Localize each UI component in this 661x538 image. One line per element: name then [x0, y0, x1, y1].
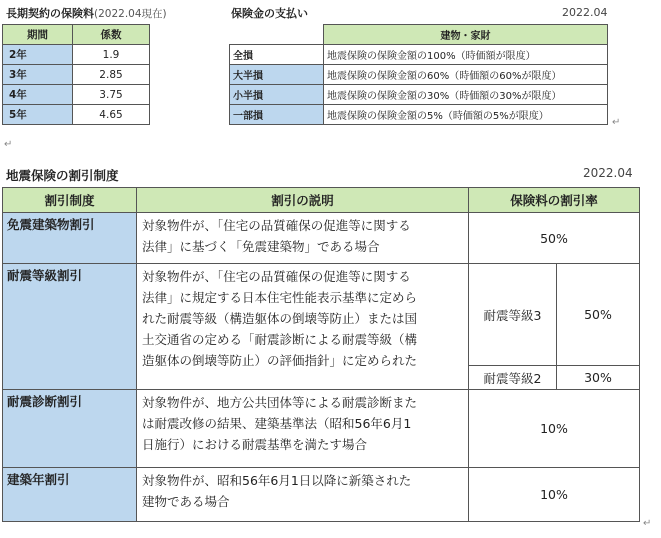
grade-name: 耐震等級2: [469, 366, 557, 390]
premium-header-period: 期間: [3, 25, 73, 45]
payout-header-blank: [230, 25, 324, 45]
discount-rate: 10%: [469, 468, 640, 522]
premium-factor: 1.9: [73, 45, 150, 65]
discount-desc-line: れた耐震等級（構造躯体の倒壊等防止）または国: [142, 311, 418, 326]
discount-desc-line: 日施行）における耐震基準を満たす場合: [142, 437, 368, 452]
premium-title: [6, 5, 167, 21]
premium-period: 5年: [3, 105, 73, 125]
table-row: [230, 85, 608, 105]
table-row: [3, 468, 640, 522]
premium-header-factor: 係数: [73, 25, 150, 45]
grade-rate: 30%: [557, 366, 640, 390]
premium-factor: 4.65: [73, 105, 150, 125]
premium-period: 4年: [3, 85, 73, 105]
return-mark: ↵: [643, 518, 652, 529]
payout-date: 2022.04: [562, 6, 608, 19]
discount-header-row: [3, 188, 640, 213]
discount-label: 耐震診断割引: [3, 390, 137, 468]
premium-factor: 3.75: [73, 85, 150, 105]
payout-title: 保険金の支払い: [231, 7, 308, 20]
discount-desc: [137, 390, 469, 468]
discount-label: 建築年割引: [3, 468, 137, 522]
premium-header-row: [3, 25, 150, 45]
payout-header: 建物・家財: [324, 25, 608, 45]
payout-desc: 地震保険の保険金額の5%（時価額の5%が限度）: [324, 105, 608, 125]
premium-note: (2022.04現在): [94, 8, 167, 20]
discount-desc-line: 対象物件が、昭和56年6月1日以降に新築された: [142, 473, 412, 488]
premium-period: 2年: [3, 45, 73, 65]
premium-factor: 2.85: [73, 65, 150, 85]
return-mark: ↵: [4, 139, 13, 150]
discount-desc-line: 法律」に規定する日本住宅性能表示基準に定めら: [142, 290, 418, 305]
payout-label: 全損: [230, 45, 324, 65]
payout-label: 大半損: [230, 65, 324, 85]
discount-desc-line: は耐震改修の結果、建築基準法（昭和56年6月1: [142, 416, 412, 431]
table-row: [3, 85, 150, 105]
discount-title: 地震保険の割引制度: [6, 168, 119, 183]
payout-table: [229, 24, 608, 125]
discount-header-system: 割引制度: [3, 188, 137, 213]
discount-desc-line: 土交通省の定める「耐震診断による耐震等級（構: [142, 332, 418, 347]
discount-desc: [137, 213, 469, 264]
premium-table: [2, 24, 150, 125]
table-row: [3, 213, 640, 264]
discount-desc-line: 対象物件が、「住宅の品質確保の促進等に関する: [142, 218, 411, 233]
discount-desc-line: 対象物件が、「住宅の品質確保の促進等に関する: [142, 269, 411, 284]
premium-title-text: 長期契約の保険料: [6, 7, 94, 20]
payout-desc: 地震保険の保険金額の60%（時価額の60%が限度）: [324, 65, 608, 85]
discount-desc-line: 法律」に基づく「免震建築物」である場合: [142, 239, 380, 254]
payout-header-row: [230, 25, 608, 45]
table-row: [230, 105, 608, 125]
discount-desc: [137, 468, 469, 522]
discount-table: [2, 187, 640, 522]
discount-header-rate: 保険料の割引率: [469, 188, 640, 213]
grade-rate: 50%: [557, 264, 640, 366]
table-row: [230, 45, 608, 65]
table-row: [3, 65, 150, 85]
discount-label: 免震建築物割引: [3, 213, 137, 264]
table-row: [3, 105, 150, 125]
payout-desc: 地震保険の保険金額の100%（時価額が限度）: [324, 45, 608, 65]
discount-label: 耐震等級割引: [3, 264, 137, 390]
payout-label: 一部損: [230, 105, 324, 125]
discount-date: 2022.04: [583, 166, 633, 180]
table-row: [3, 45, 150, 65]
discount-desc: [137, 264, 469, 390]
premium-period: 3年: [3, 65, 73, 85]
payout-desc: 地震保険の保険金額の30%（時価額の30%が限度）: [324, 85, 608, 105]
discount-desc-line: 建物である場合: [142, 494, 230, 509]
grade-name: 耐震等級3: [469, 264, 557, 366]
discount-desc-line: 造躯体の倒壊等防止）の評価指針」に定められた: [142, 353, 418, 368]
discount-desc-line: 対象物件が、地方公共団体等による耐震診断また: [142, 395, 418, 410]
discount-rate: 10%: [469, 390, 640, 468]
table-row: [230, 65, 608, 85]
table-row: [3, 390, 640, 468]
discount-header-desc: 割引の説明: [137, 188, 469, 213]
table-row: [3, 264, 640, 366]
return-mark: ↵: [612, 117, 621, 128]
discount-rate: 50%: [469, 213, 640, 264]
payout-label: 小半損: [230, 85, 324, 105]
